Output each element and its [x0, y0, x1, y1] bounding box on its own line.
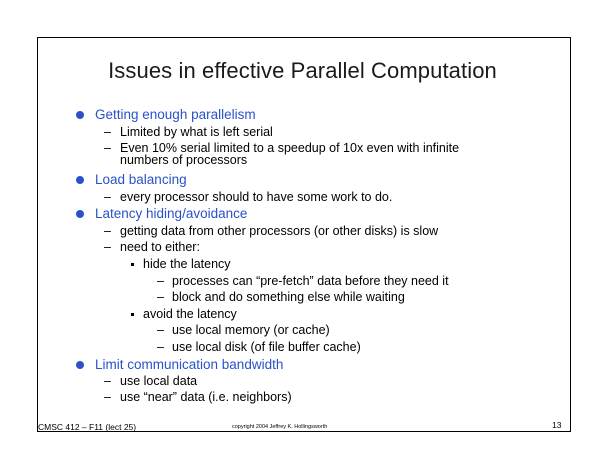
- dash-icon: –: [104, 125, 111, 139]
- bullet-dot: [76, 111, 84, 119]
- dash-icon: –: [104, 190, 111, 204]
- dash-icon: –: [157, 290, 164, 304]
- bullet-limit-communication: Limit communication bandwidth: [95, 357, 284, 372]
- dash-icon: –: [157, 323, 164, 337]
- dash-icon: –: [104, 374, 111, 388]
- bullet-dot: [76, 176, 84, 184]
- dash-icon: –: [104, 240, 111, 254]
- bullet-latency-hiding: Latency hiding/avoidance: [95, 206, 248, 221]
- third-level-item: hide the latency: [143, 257, 231, 271]
- square-bullet-icon: [131, 263, 134, 266]
- dash-icon: –: [104, 224, 111, 238]
- bullet-dot: [76, 361, 84, 369]
- footer-copyright: copyright 2004 Jeffrey K. Hollingsworth: [232, 424, 328, 430]
- sub-item-continuation: numbers of processors: [120, 153, 248, 167]
- fourth-level-item: block and do something else while waiting: [172, 290, 405, 304]
- page-number: 13: [552, 420, 562, 430]
- dash-icon: –: [104, 141, 111, 155]
- fourth-level-item: use local memory (or cache): [172, 323, 330, 337]
- sub-item: every processor should to have some work to do.: [120, 190, 393, 204]
- square-bullet-icon: [131, 313, 134, 316]
- third-level-item: avoid the latency: [143, 307, 237, 321]
- sub-item: Limited by what is left serial: [120, 125, 273, 139]
- sub-item: use local data: [120, 374, 198, 388]
- fourth-level-item: processes can “pre-fetch” data before they need it: [172, 274, 449, 288]
- dash-icon: –: [104, 390, 111, 404]
- dash-icon: –: [157, 274, 164, 288]
- slide-title: Issues in effective Parallel Computation: [108, 58, 497, 83]
- sub-item: getting data from other processors (or other disks) is slow: [120, 224, 439, 238]
- footer-course: CMSC 412 – F11 (lect 25): [38, 422, 137, 432]
- sub-item: need to either:: [120, 240, 200, 254]
- sub-item: use “near” data (i.e. neighbors): [120, 390, 292, 404]
- bullet-dot: [76, 210, 84, 218]
- dash-icon: –: [157, 340, 164, 354]
- fourth-level-item: use local disk (of file buffer cache): [172, 340, 361, 354]
- bullet-getting-enough-parallelism: Getting enough parallelism: [95, 107, 256, 122]
- bullet-load-balancing: Load balancing: [95, 172, 187, 187]
- sub-item: Even 10% serial limited to a speedup of 10x even with infinite: [120, 141, 460, 155]
